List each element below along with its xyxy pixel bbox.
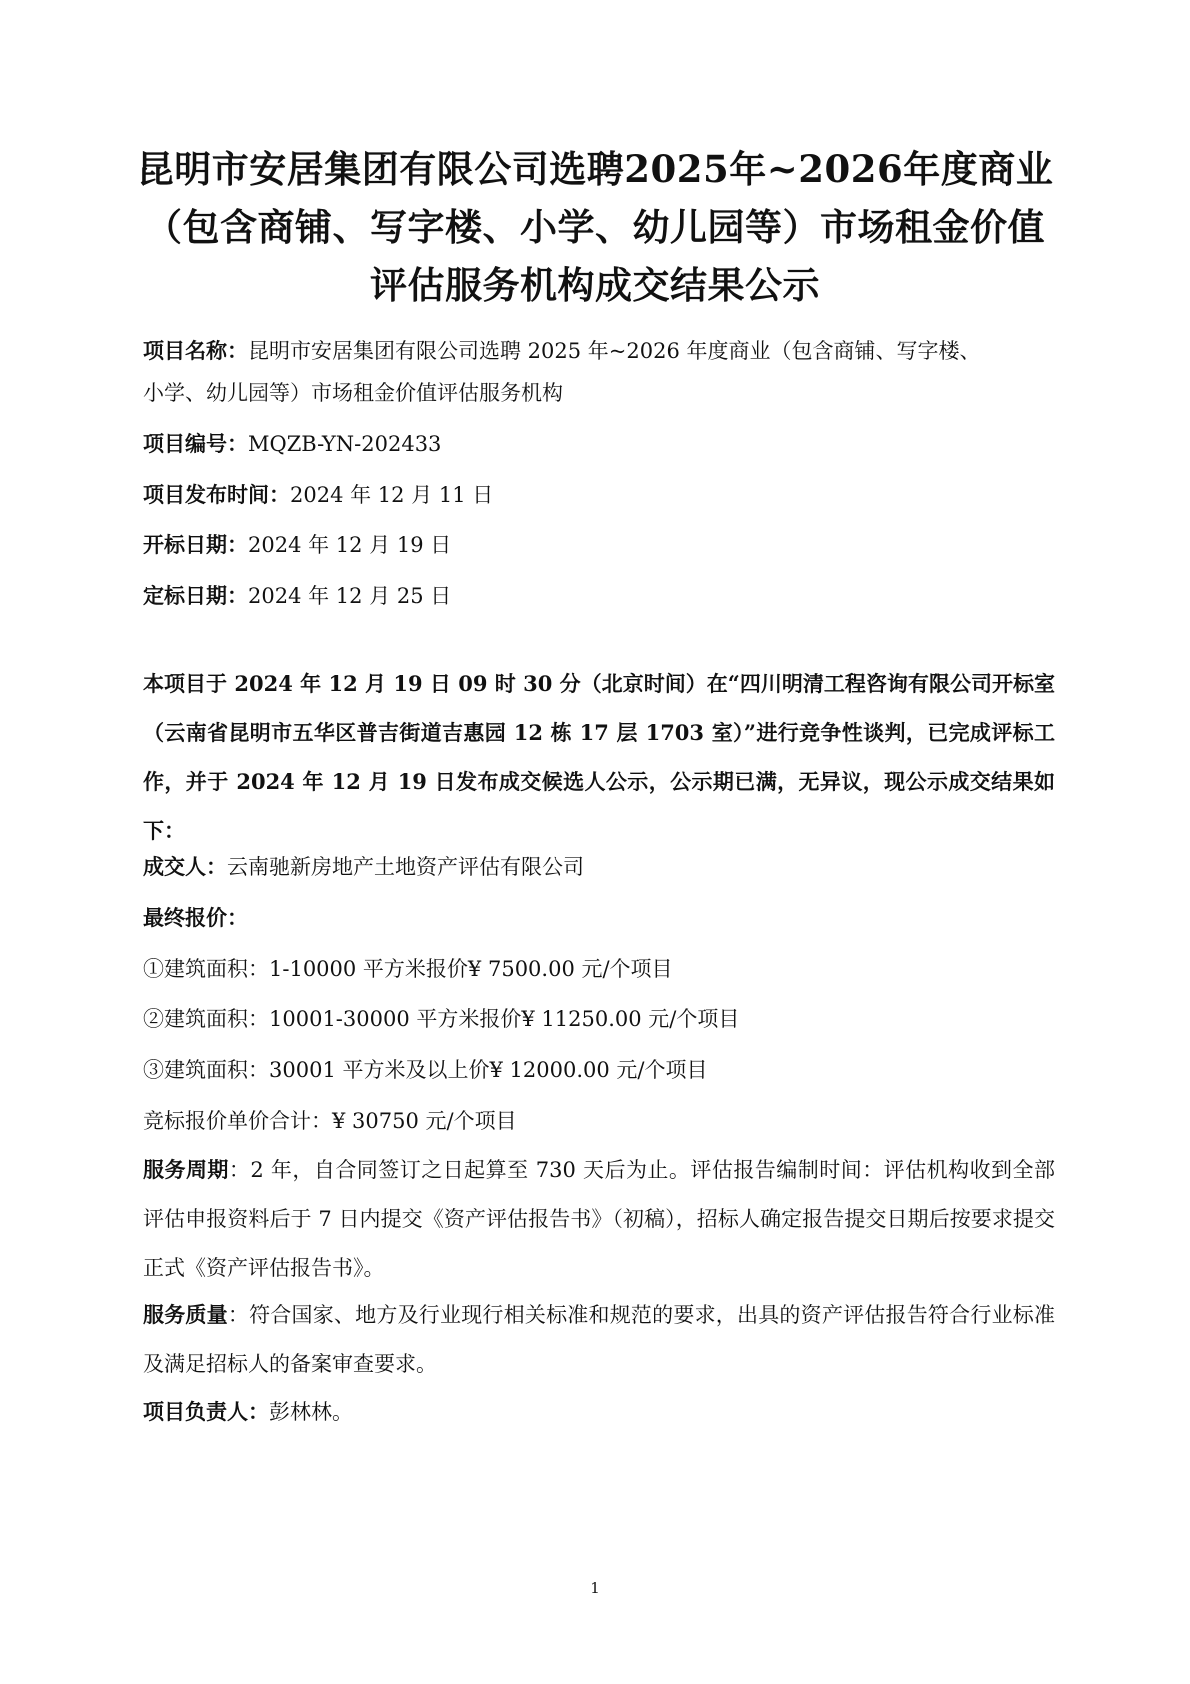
quote-item-3: ③建筑面积：30001 平方米及以上价¥ 12000.00 元/个项目: [143, 1058, 708, 1082]
project-number-label: 项目编号：: [143, 431, 248, 456]
publish-date-row: [143, 472, 1053, 518]
winner-value: 云南驰新房地产土地资产评估有限公司: [227, 855, 584, 879]
service-period-label: 服务周期: [143, 1157, 229, 1182]
award-date-value: 2024 年 12 月 25 日: [248, 584, 452, 608]
publish-date-value: 2024 年 12 月 11 日: [290, 483, 494, 507]
service-period-value: ：2 年，自合同签订之日起算至 730 天后为止。评估报告编制时间：评估机构收到全部评估申报资料后于 7 日内提交《资产评估报告书》（初稿），招标人确定报告提交日期后按要求提交正式《资产评估报告书》。: [143, 1158, 1055, 1280]
quote-item-1: ①建筑面积：1-10000 平方米报价¥ 7500.00 元/个项目: [143, 957, 673, 981]
award-date-label: 定标日期：: [143, 583, 248, 608]
project-name-value-line1: 昆明市安居集团有限公司选聘 2025 年~2026 年度商业（包含商铺、写字楼、: [248, 339, 981, 363]
project-name-row: [143, 328, 1053, 374]
page-number: 1: [590, 1579, 600, 1597]
winner-row: [143, 844, 1053, 890]
service-period-paragraph: [143, 1145, 1055, 1293]
project-manager-row: [143, 1389, 1053, 1435]
project-name-label: 项目名称：: [143, 338, 248, 363]
service-quality-label: 服务质量: [143, 1302, 228, 1327]
project-manager-label: 项目负责人：: [143, 1399, 269, 1424]
final-quote-heading: [143, 895, 1053, 941]
winner-label: 成交人：: [143, 854, 227, 879]
service-quality-value: ：符合国家、地方及行业现行相关标准和规范的要求，出具的资产评估报告符合行业标准及满足招标人的备案审查要求。: [143, 1303, 1055, 1376]
announcement-paragraph: 本项目于 2024 年 12 月 19 日 09 时 30 分（北京时间）在“四川明清工程咨询有限公司开标室（云南省昆明市五华区普吉街道吉惠园 12 栋 17 层 1703 室）”进行竞争性谈判，已完成评标工作，并于 2024 年 12 月 19 日发布成交候选人公示，公示期已满，无异议，现公示成交结果如下：: [143, 671, 1055, 843]
bid-open-date-value: 2024 年 12 月 19 日: [248, 533, 452, 557]
award-date-row: [143, 573, 1053, 619]
project-name-value-line2: 小学、幼儿园等）市场租金价值评估服务机构: [143, 381, 563, 405]
bid-open-date-row: [143, 522, 1053, 568]
project-manager-value: 彭林林。: [269, 1400, 353, 1424]
project-name-continuation: [143, 370, 1053, 416]
final-quote-label: 最终报价：: [143, 905, 248, 930]
publish-date-label: 项目发布时间：: [143, 482, 290, 507]
quote-item-2: ②建筑面积：10001-30000 平方米报价¥ 11250.00 元/个项目: [143, 1007, 740, 1031]
service-quality-paragraph: [143, 1290, 1055, 1389]
project-number-row: [143, 421, 1053, 467]
bid-open-date-label: 开标日期：: [143, 532, 248, 557]
project-number-value: MQZB-YN-202433: [248, 432, 442, 456]
quote-total: 竞标报价单价合计：¥ 30750 元/个项目: [143, 1109, 517, 1133]
document-title: 昆明市安居集团有限公司选聘2025年~2026年度商业（包含商铺、写字楼、小学、幼儿园等）市场租金价值评估服务机构成交结果公示: [136, 147, 1054, 307]
